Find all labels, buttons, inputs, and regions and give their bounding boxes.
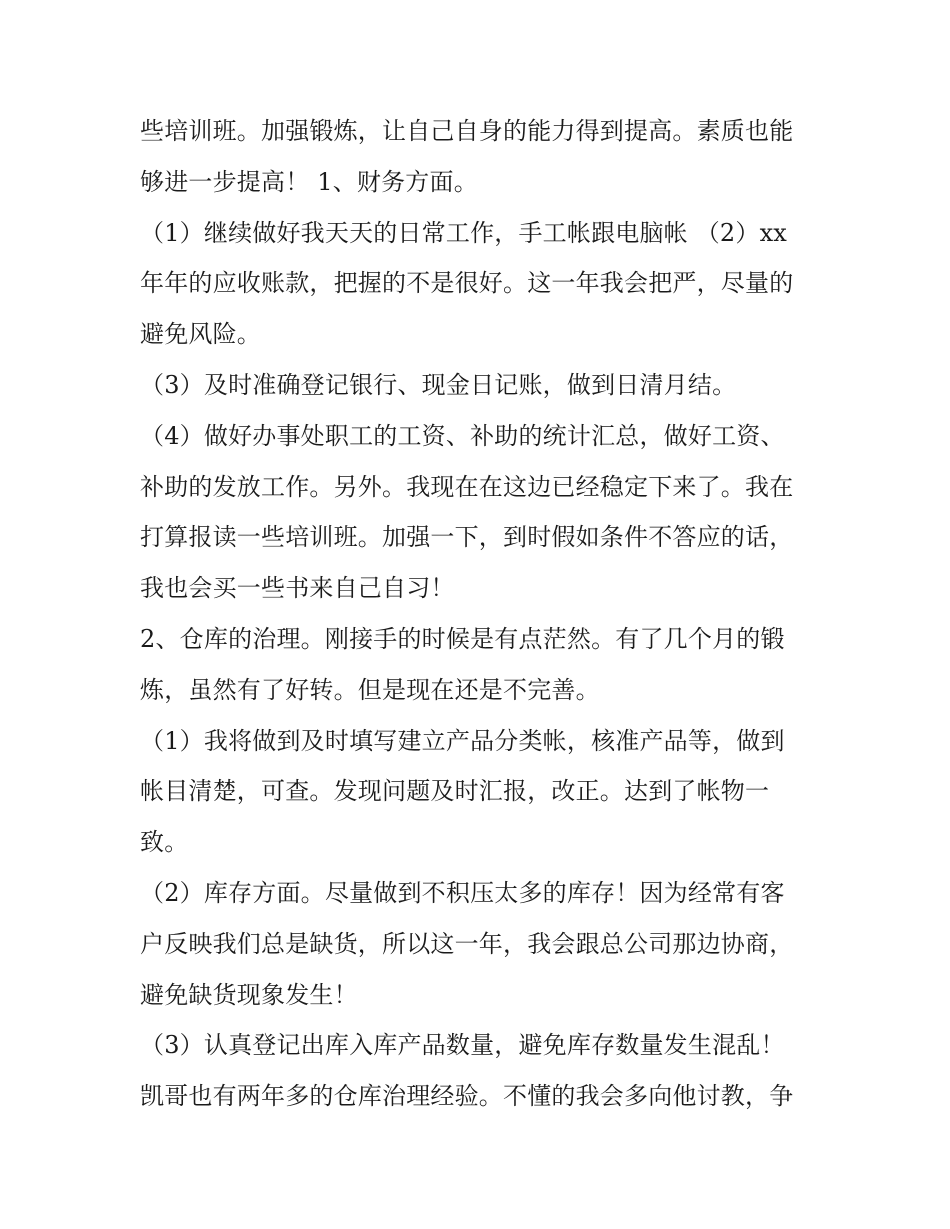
- text-line: 避免风险。: [140, 320, 261, 349]
- text-line: （2）库存方面。尽量做到不积压太多的库存！因为经常有客: [140, 878, 785, 907]
- text-line: 够进一步提高！ 1、财务方面。: [140, 167, 478, 196]
- text-line: 打算报读一些培训班。加强一下，到时假如条件不答应的话，: [140, 523, 794, 552]
- text-line: （1）我将做到及时填写建立产品分类帐，核准产品等，做到: [140, 726, 785, 755]
- text-line: 炼，虽然有了好转。但是现在还是不完善。: [140, 675, 600, 704]
- text-line: 些培训班。加强锻炼，让自己自身的能力得到提高。素质也能: [140, 117, 794, 145]
- text-line: （1）继续做好我天天的日常工作，手工帐跟电脑帐 （2）xx: [140, 218, 788, 247]
- text-line: 致。: [140, 828, 189, 857]
- text-line: 年年的应收账款，把握的不是很好。这一年我会把严，尽量的: [140, 269, 794, 298]
- text-line: 帐目清楚，可查。发现问题及时汇报，改正。达到了帐物一: [140, 777, 770, 806]
- text-line: （3）认真登记出库入库产品数量，避免库存数量发生混乱！: [140, 1031, 785, 1060]
- text-line: （3）及时准确登记银行、现金日记账，做到日清月结。: [140, 370, 737, 399]
- text-line: 户反映我们总是缺货，所以这一年，我会跟总公司那边协商，: [140, 929, 794, 958]
- text-line: 我也会买一些书来自己自习！: [140, 574, 455, 603]
- text-line: （4）做好办事处职工的工资、补助的统计汇总，做好工资、: [140, 421, 785, 450]
- text-line: 避免缺货现象发生！: [140, 980, 358, 1009]
- text-line: 2、仓库的治理。刚接手的时候是有点茫然。有了几个月的锻: [140, 624, 785, 653]
- text-line: 补助的发放工作。另外。我现在在这边已经稳定下来了。我在: [140, 472, 794, 501]
- document-body: [140, 106, 820, 1122]
- text-line: 凯哥也有两年多的仓库治理经验。不懂的我会多向他讨教，争: [140, 1082, 794, 1111]
